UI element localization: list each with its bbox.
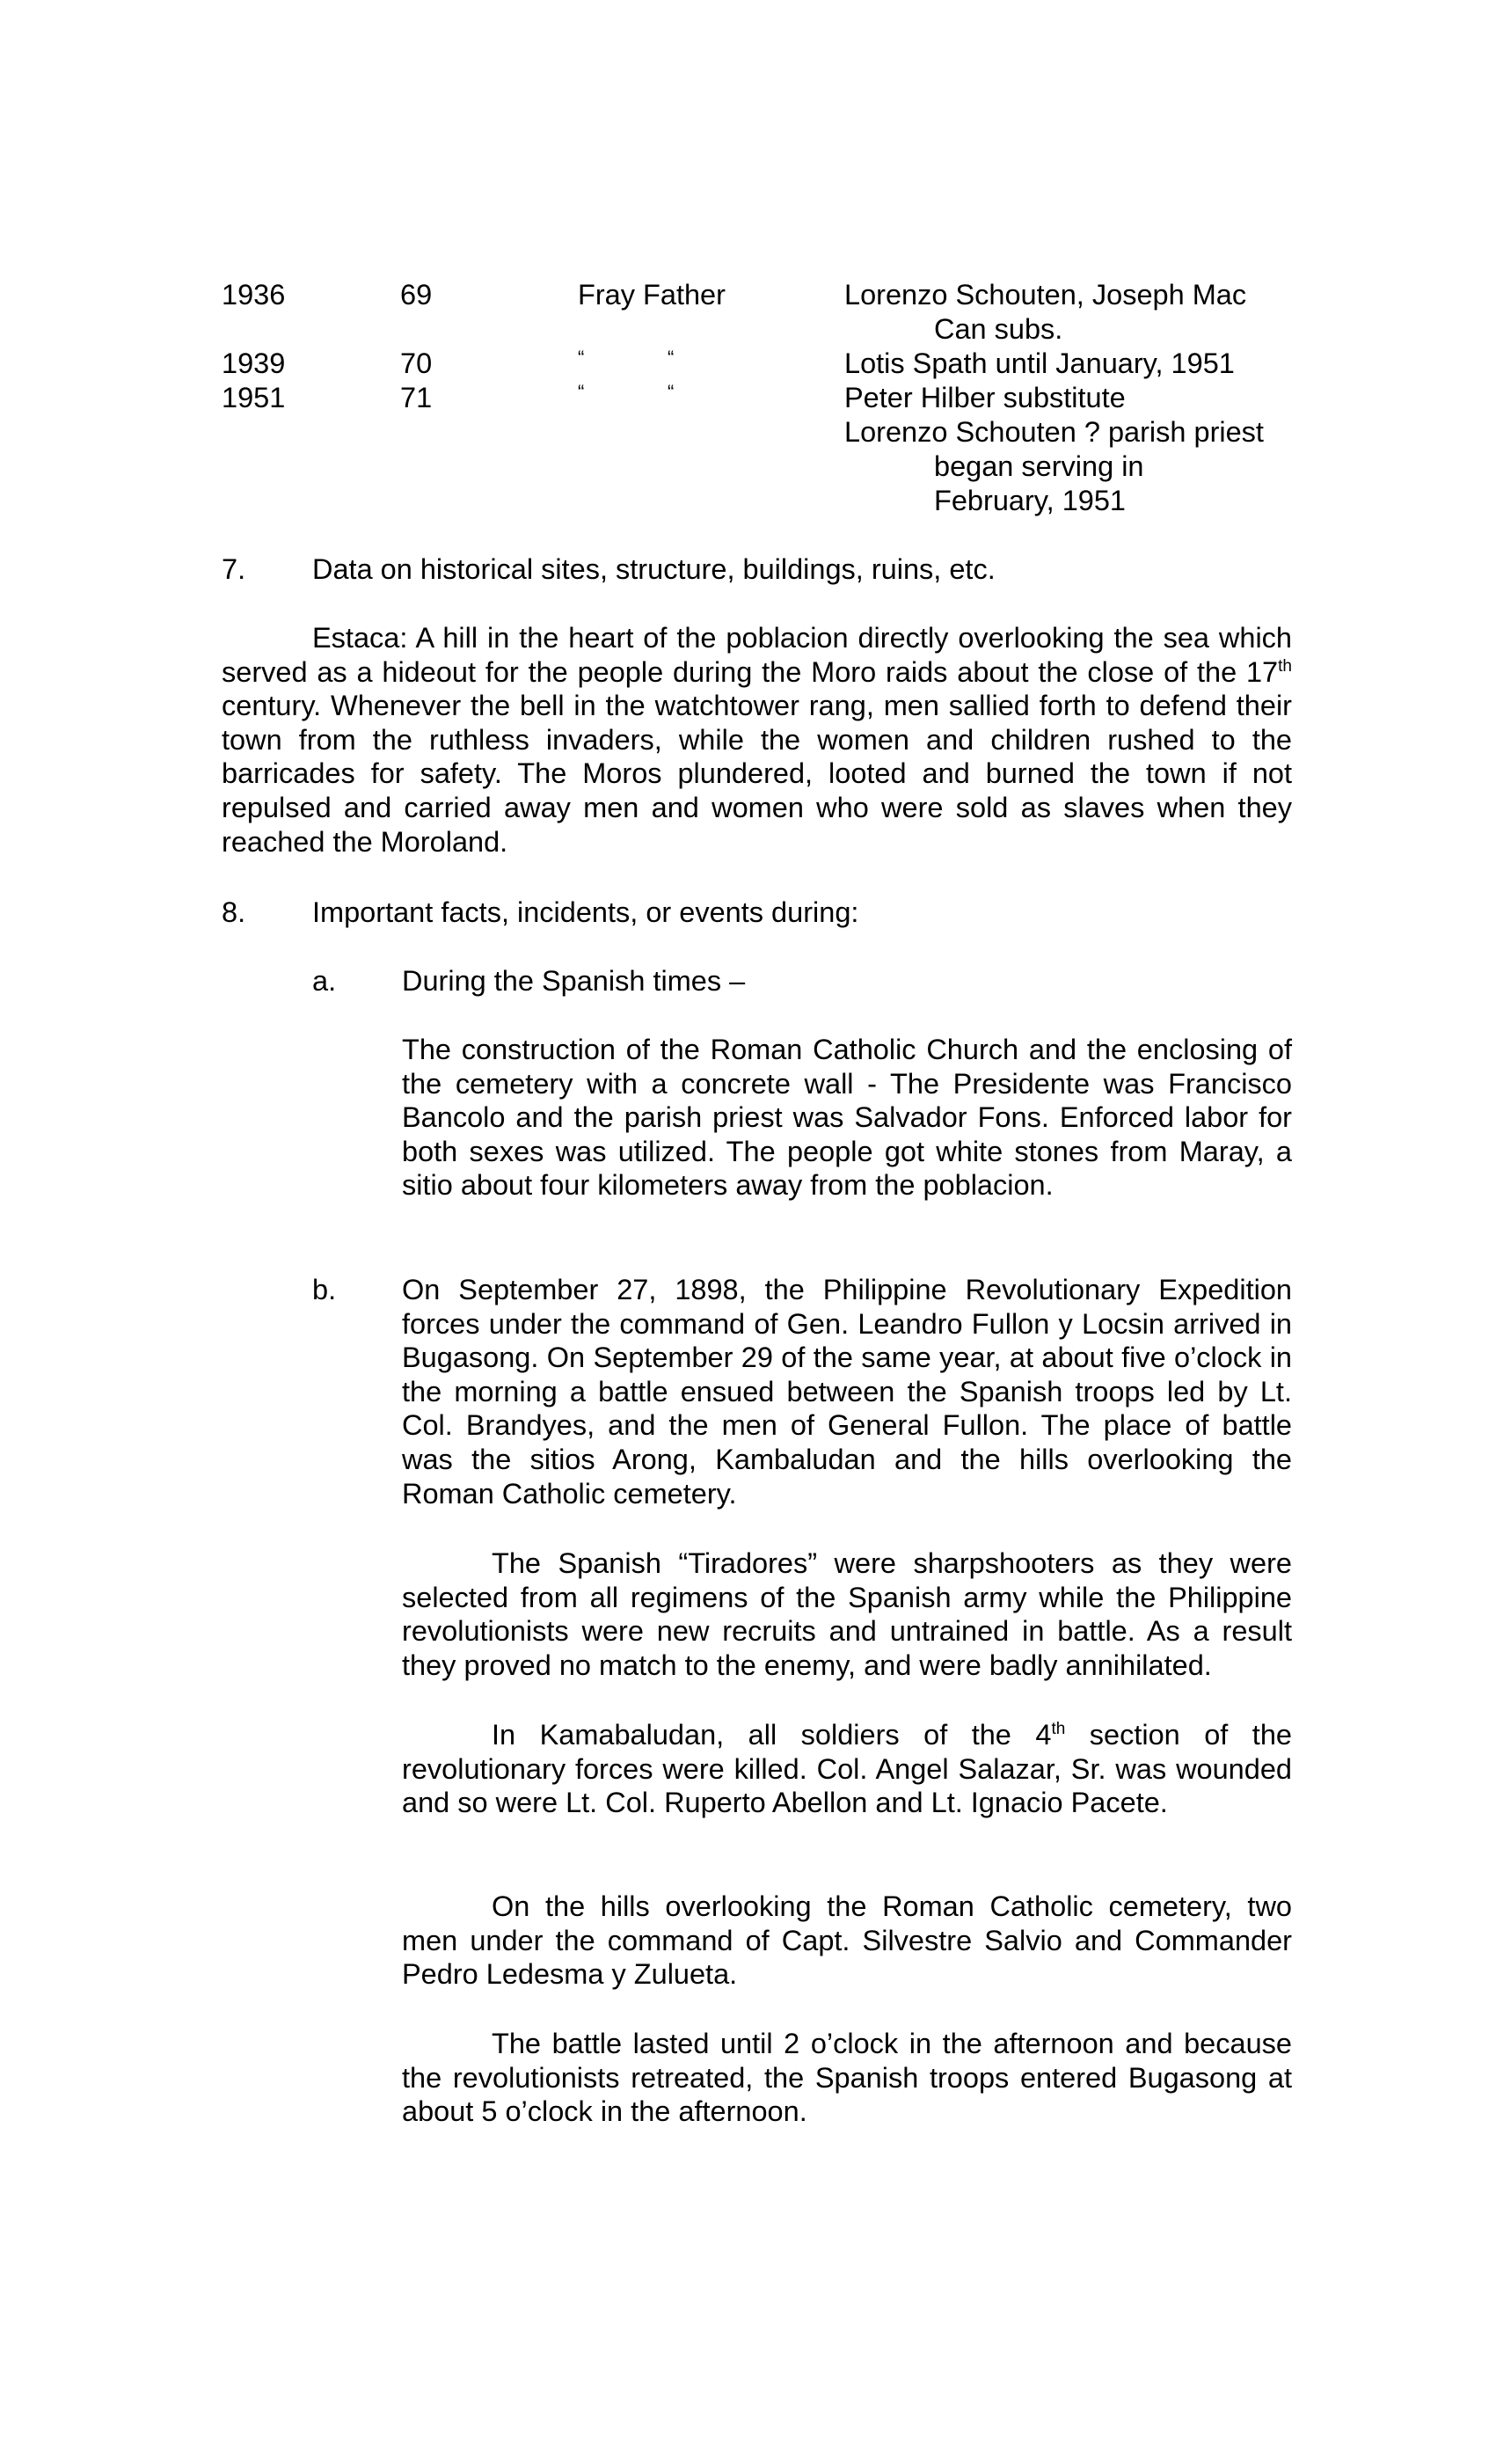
item-b-label: b. [312, 1274, 337, 1305]
ditto-mark: “ [578, 381, 585, 403]
item-b-paragraph-3: In Kamabaludan, all soldiers of the 4th section of the revolutionary forces were killed. Col. Angel Salazar, Sr. was wounded and so were Lt. Col. Ruperto Abellon and Lt. Ignacio Pacete. [402, 1719, 1292, 1819]
section-8-number: 8. [222, 896, 246, 928]
item-b-paragraph-5: The battle lasted until 2 o’clock in the afternoon and because the revolutionists retreated, the Spanish troops entered Bugasong at about 5 o’clock in the afternoon. [402, 2028, 1292, 2128]
item-b-paragraph-4: On the hills overlooking the Roman Catholic cemetery, two men under the command of Capt. Silvestre Salvio and Commander Pedro Ledesma y Zulueta. [402, 1890, 1292, 1991]
item-b-paragraph-1: On September 27, 1898, the Philippine Revolutionary Expedition forces under the command of Gen. Leandro Fullon y Locsin arrived in Bugasong. On September 29 of the same year, at about five o’clock in the morning a battle ensued between the Spanish troops led by Lt. Col. Brandyes, and the men of General Fullon. The place of battle was the sitios Arong, Kambaludan and the hills overlooking the Roman Catholic cemetery. [402, 1274, 1292, 1510]
ditto-mark: “ [668, 381, 675, 403]
item-a-heading: During the Spanish times – [402, 965, 746, 997]
table-priest-cont: Can subs. [934, 313, 1063, 345]
table-priest: Lotis Spath until January, 1951 [844, 347, 1235, 379]
table-priest-cont: began serving in [934, 450, 1144, 482]
table-priest: Lorenzo Schouten, Joseph Mac [844, 279, 1247, 311]
table-year: 1939 [222, 347, 286, 379]
item-b-paragraph-2: The Spanish “Tiradores” were sharpshooters as they were selected from all regimens of the Spanish army while the Philippine revolutionists were new recruits and untrained in battle. As a result they proved no match to the enemy, and were badly annihilated. [402, 1547, 1292, 1681]
table-title: Fray Father [578, 279, 726, 311]
table-number: 70 [400, 347, 433, 379]
table-priest: Peter Hilber substitute [844, 382, 1126, 413]
table-year: 1951 [222, 382, 286, 413]
table-number: 71 [400, 382, 433, 413]
section-7-paragraph: Estaca: A hill in the heart of the poblacion directly overlooking the sea which served as a hideout for the people during the Moro raids about the close of the 17th century. Whenever the bell in the watchtower rang, men sallied forth to defend their town from the ruthless invaders, while the women and children rushed to the barricades for safety. The Moros plundered, looted and burned the town if not repulsed and carried away men and women who were sold as slaves when they reached the Moroland. [222, 622, 1292, 858]
table-year: 1936 [222, 279, 286, 311]
table-priest-cont: February, 1951 [934, 485, 1126, 516]
section-8-heading: Important facts, incidents, or events during: [312, 896, 859, 928]
item-a-label: a. [312, 965, 337, 997]
ditto-mark: “ [668, 347, 675, 369]
table-priest: Lorenzo Schouten ? parish priest [844, 416, 1264, 448]
item-a-paragraph: The construction of the Roman Catholic Church and the enclosing of the cemetery with a concrete wall - The Presidente was Francisco Bancolo and the parish priest was Salvador Fons. Enforced labor for both sexes was utilized. The people got white stones from Maray, a sitio about four kilometers away from the poblacion. [402, 1034, 1292, 1202]
ditto-mark: “ [578, 347, 585, 369]
section-7-heading: Data on historical sites, structure, buildings, ruins, etc. [312, 553, 996, 585]
section-7-number: 7. [222, 553, 246, 585]
table-number: 69 [400, 279, 433, 311]
